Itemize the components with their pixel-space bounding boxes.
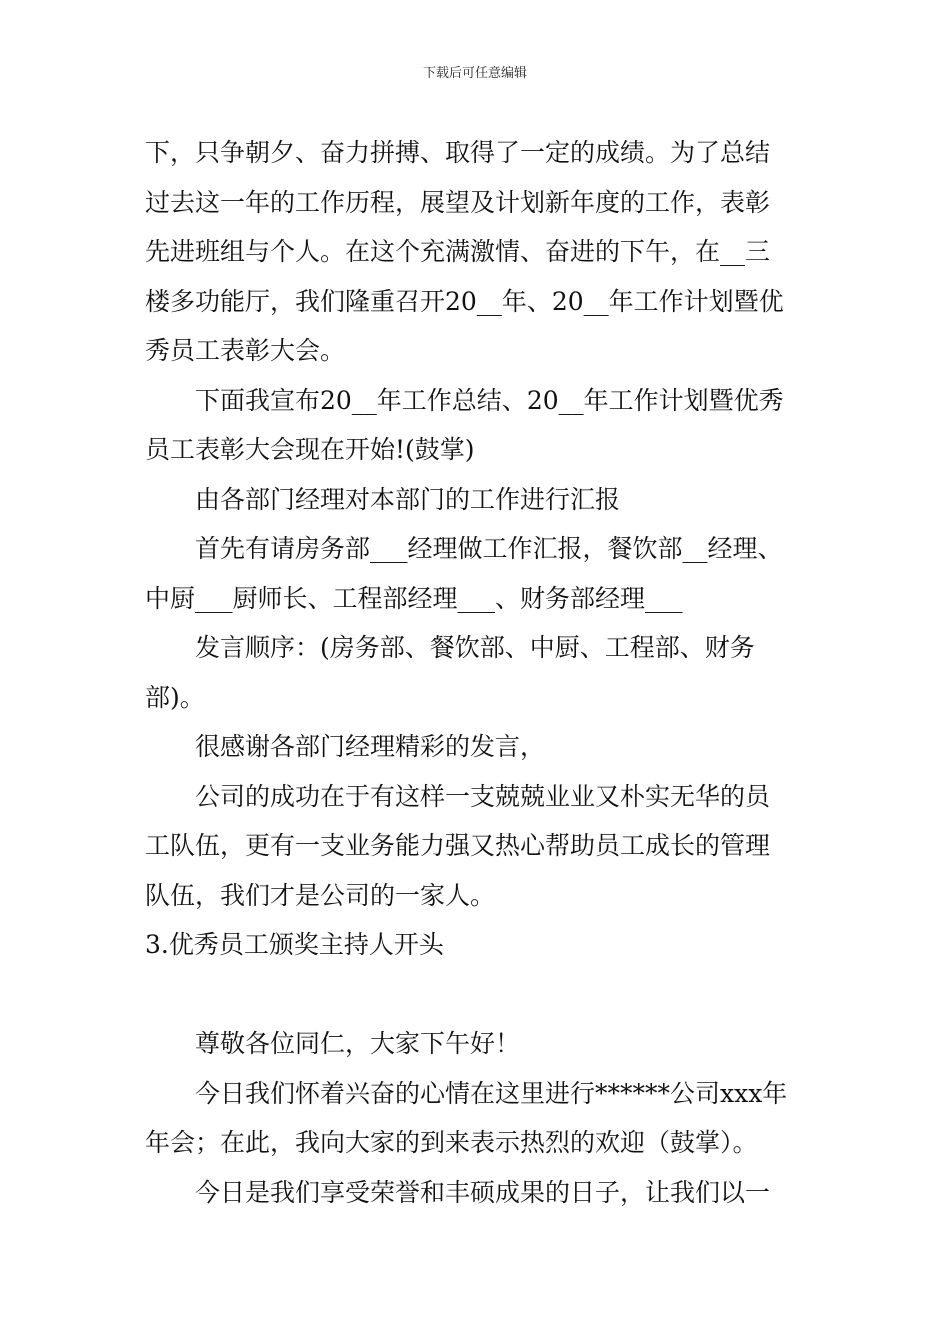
text-line: 今日是我们享受荣誉和丰硕成果的日子，让我们以一 [195, 1177, 771, 1207]
text-line: 楼多功能厅，我们隆重召开20__年、20__年工作计划暨优 [145, 286, 784, 316]
text-line: 3.优秀员工颁奖主持人开头 [145, 930, 444, 959]
text-line: 很感谢各部门经理精彩的发言， [195, 732, 546, 761]
text-line: 下，只争朝夕、奋力拼搏、取得了一定的成绩。为了总结 [145, 138, 771, 167]
text-line: 年会；在此，我向大家的到来表示热烈的欢迎（鼓掌）。 [145, 1128, 758, 1157]
text-line: 先进班组与个人。在这个充满激情、奋进的下午，在__三 [145, 237, 771, 266]
text-line: 今日我们怀着兴奋的心情在这里进行******公司xxx年 [195, 1078, 788, 1108]
text-line: 尊敬各位同仁，大家下午好！ [195, 1029, 521, 1058]
text-line: 队伍，我们才是公司的一家人。 [145, 880, 496, 910]
text-line: 由各部门经理对本部门的工作进行汇报 [195, 484, 621, 514]
text-line: 公司的成功在于有这样一支兢兢业业又朴实无华的员 [195, 781, 771, 811]
text-line: 秀员工表彰大会。 [145, 336, 346, 365]
text-line: 首先有请房务部___经理做工作汇报，餐饮部__经理、 [195, 534, 783, 563]
document-body [145, 128, 810, 1217]
text-line: 部)。 [145, 682, 205, 712]
text-line: 工队伍，更有一支业务能力强又热心帮助员工成长的管理 [145, 831, 771, 860]
text-line: 中厨___厨师长、工程部经理___、财务部经理___ [145, 583, 683, 613]
blank-line [145, 970, 810, 1020]
text-line: 员工表彰大会现在开始!(鼓掌) [145, 435, 475, 464]
text-line: 下面我宣布20__年工作总结、20__年工作计划暨优秀 [195, 385, 784, 415]
page-header: 下载后可任意编辑 [422, 66, 527, 81]
text-line: 发言顺序：(房务部、餐饮部、中厨、工程部、财务 [195, 633, 755, 662]
text-line: 过去这一年的工作历程，展望及计划新年度的工作，表彰 [145, 187, 771, 217]
